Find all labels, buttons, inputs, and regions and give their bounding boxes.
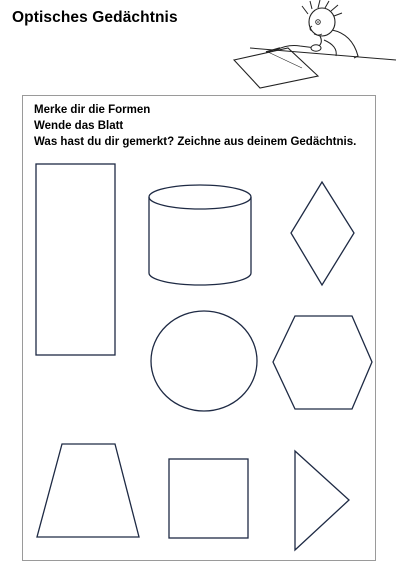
shape-circle [151, 311, 257, 411]
instruction-line-2: Wende das Blatt [34, 120, 124, 132]
shape-triangle [295, 451, 349, 550]
shape-square [169, 459, 248, 538]
shape-rectangle [36, 164, 115, 355]
instruction-line-1: Merke dir die Formen [34, 104, 151, 116]
shape-trapezoid [37, 444, 139, 537]
instruction-line-3: Was hast du dir gemerkt? Zeichne aus deinem Gedächtnis. [34, 136, 357, 148]
page-title: Optisches Gedächtnis [12, 9, 178, 26]
shape-cylinder [149, 185, 251, 285]
shape-diamond [291, 182, 354, 285]
shape-hexagon [273, 316, 372, 409]
